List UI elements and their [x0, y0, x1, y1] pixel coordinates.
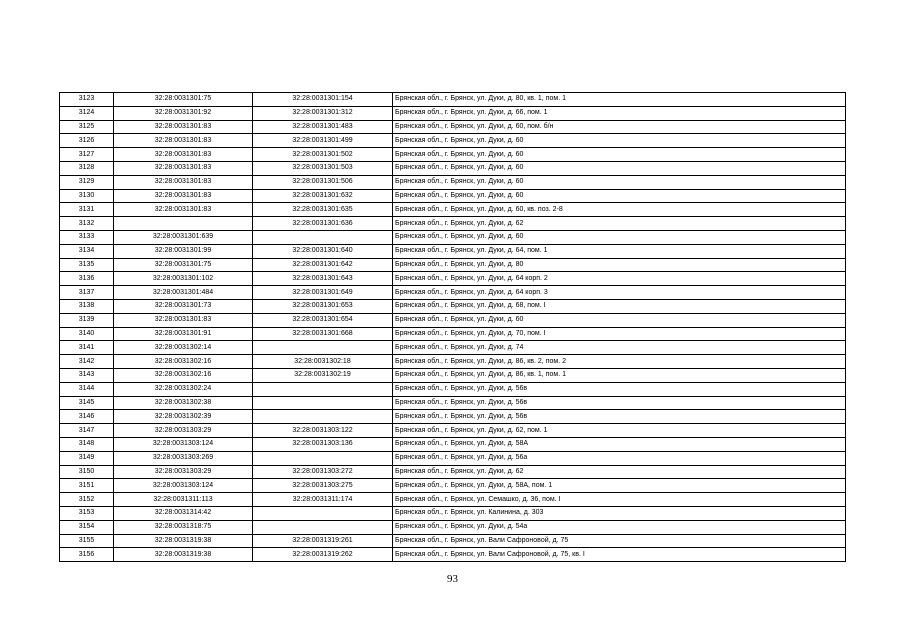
cadastral-number-cell: 32:28:0031319:38 [114, 548, 253, 562]
row-number-cell: 3149 [60, 451, 114, 465]
address-cell: Брянская обл., г. Брянск, ул. Дуки, д. 70, пом. I [393, 327, 846, 341]
premises-cadastral-number-cell [253, 230, 393, 244]
cadastral-number-cell: 32:28:0031301:639 [114, 230, 253, 244]
page-number: 93 [447, 573, 458, 585]
premises-cadastral-number-cell: 32:28:0031302:18 [253, 355, 393, 369]
cadastral-number-cell: 32:28:0031303:124 [114, 437, 253, 451]
cadastral-number-cell: 32:28:0031303:124 [114, 479, 253, 493]
address-cell: Брянская обл., г. Брянск, ул. Вали Сафроновой, д. 75 [393, 534, 846, 548]
address-cell: Брянская обл., г. Брянск, ул. Дуки, д. 64 корп. 3 [393, 286, 846, 300]
cadastral-number-cell: 32:28:0031301:102 [114, 272, 253, 286]
cadastral-number-cell: 32:28:0031301:83 [114, 161, 253, 175]
address-cell: Брянская обл., г. Брянск, ул. Дуки, д. 68, пом. I [393, 299, 846, 313]
cadastral-number-cell: 32:28:0031301:75 [114, 258, 253, 272]
premises-cadastral-number-cell: 32:28:0031301:632 [253, 189, 393, 203]
row-number-cell: 3134 [60, 244, 114, 258]
cadastral-number-cell: 32:28:0031302:38 [114, 396, 253, 410]
table-row [60, 299, 846, 313]
row-number-cell: 3156 [60, 548, 114, 562]
table-row [60, 410, 846, 424]
cadastral-number-cell [114, 217, 253, 231]
address-cell: Брянская обл., г. Брянск, ул. Дуки, д. 56в [393, 382, 846, 396]
row-number-cell: 3153 [60, 506, 114, 520]
cadastral-number-cell: 32:28:0031301:484 [114, 286, 253, 300]
address-cell: Брянская обл., г. Брянск, ул. Семашко, д. 36, пом. I [393, 493, 846, 507]
premises-cadastral-number-cell: 32:28:0031301:483 [253, 120, 393, 134]
row-number-cell: 3145 [60, 396, 114, 410]
table-row [60, 465, 846, 479]
cadastral-number-cell: 32:28:0031302:24 [114, 382, 253, 396]
premises-cadastral-number-cell [253, 520, 393, 534]
table-row [60, 106, 846, 120]
registry-table-body [60, 93, 846, 562]
table-row [60, 217, 846, 231]
address-cell: Брянская обл., г. Брянск, ул. Дуки, д. 80 [393, 258, 846, 272]
table-row [60, 368, 846, 382]
premises-cadastral-number-cell: 32:28:0031301:499 [253, 134, 393, 148]
table-row [60, 506, 846, 520]
row-number-cell: 3128 [60, 161, 114, 175]
address-cell: Брянская обл., г. Брянск, ул. Дуки, д. 56а [393, 451, 846, 465]
premises-cadastral-number-cell: 32:28:0031301:668 [253, 327, 393, 341]
cadastral-number-cell: 32:28:0031301:83 [114, 120, 253, 134]
premises-cadastral-number-cell: 32:28:0031311:174 [253, 493, 393, 507]
row-number-cell: 3150 [60, 465, 114, 479]
row-number-cell: 3151 [60, 479, 114, 493]
premises-cadastral-number-cell [253, 382, 393, 396]
premises-cadastral-number-cell: 32:28:0031301:649 [253, 286, 393, 300]
address-cell: Брянская обл., г. Брянск, ул. Дуки, д. 60 [393, 313, 846, 327]
address-cell: Брянская обл., г. Брянск, ул. Дуки, д. 62, пом. 1 [393, 424, 846, 438]
premises-cadastral-number-cell [253, 396, 393, 410]
address-cell: Брянская обл., г. Брянск, ул. Калинина, д. 303 [393, 506, 846, 520]
table-row [60, 313, 846, 327]
row-number-cell: 3144 [60, 382, 114, 396]
table-row [60, 493, 846, 507]
row-number-cell: 3129 [60, 175, 114, 189]
address-cell: Брянская обл., г. Брянск, ул. Дуки, д. 64, пом. 1 [393, 244, 846, 258]
cadastral-number-cell: 32:28:0031303:29 [114, 424, 253, 438]
table-row [60, 175, 846, 189]
address-cell: Брянская обл., г. Брянск, ул. Дуки, д. 62 [393, 217, 846, 231]
address-cell: Брянская обл., г. Брянск, ул. Дуки, д. 60 [393, 134, 846, 148]
cadastral-number-cell: 32:28:0031301:75 [114, 93, 253, 107]
row-number-cell: 3135 [60, 258, 114, 272]
table-row [60, 230, 846, 244]
cadastral-number-cell: 32:28:0031318:75 [114, 520, 253, 534]
address-cell: Брянская обл., г. Брянск, ул. Дуки, д. 60 [393, 161, 846, 175]
address-cell: Брянская обл., г. Брянск, ул. Дуки, д. 86, кв. 1, пом. 1 [393, 368, 846, 382]
address-cell: Брянская обл., г. Брянск, ул. Дуки, д. 56в [393, 396, 846, 410]
address-cell: Брянская обл., г. Брянск, ул. Дуки, д. 58А, пом. 1 [393, 479, 846, 493]
table-row [60, 382, 846, 396]
row-number-cell: 3138 [60, 299, 114, 313]
address-cell: Брянская обл., г. Брянск, ул. Дуки, д. 62 [393, 465, 846, 479]
premises-cadastral-number-cell: 32:28:0031303:275 [253, 479, 393, 493]
cadastral-number-cell: 32:28:0031301:83 [114, 134, 253, 148]
address-cell: Брянская обл., г. Брянск, ул. Дуки, д. 86, кв. 2, пом. 2 [393, 355, 846, 369]
row-number-cell: 3126 [60, 134, 114, 148]
address-cell: Брянская обл., г. Брянск, ул. Дуки, д. 64 корп. 2 [393, 272, 846, 286]
premises-cadastral-number-cell [253, 410, 393, 424]
table-row [60, 451, 846, 465]
cadastral-number-cell: 32:28:0031301:83 [114, 189, 253, 203]
table-row [60, 396, 846, 410]
row-number-cell: 3154 [60, 520, 114, 534]
table-row [60, 327, 846, 341]
row-number-cell: 3148 [60, 437, 114, 451]
premises-cadastral-number-cell: 32:28:0031303:136 [253, 437, 393, 451]
premises-cadastral-number-cell: 32:28:0031303:272 [253, 465, 393, 479]
table-row [60, 161, 846, 175]
row-number-cell: 3146 [60, 410, 114, 424]
row-number-cell: 3130 [60, 189, 114, 203]
table-row [60, 341, 846, 355]
cadastral-number-cell: 32:28:0031301:99 [114, 244, 253, 258]
address-cell: Брянская обл., г. Брянск, ул. Дуки, д. 74 [393, 341, 846, 355]
table-row [60, 355, 846, 369]
address-cell: Брянская обл., г. Брянск, ул. Вали Сафроновой, д. 75, кв. I [393, 548, 846, 562]
cadastral-number-cell: 32:28:0031302:16 [114, 368, 253, 382]
table-row [60, 148, 846, 162]
address-cell: Брянская обл., г. Брянск, ул. Дуки, д. 60, кв. поз. 2-8 [393, 203, 846, 217]
row-number-cell: 3152 [60, 493, 114, 507]
row-number-cell: 3137 [60, 286, 114, 300]
cadastral-number-cell: 32:28:0031302:16 [114, 355, 253, 369]
cadastral-number-cell: 32:28:0031303:29 [114, 465, 253, 479]
premises-cadastral-number-cell: 32:28:0031319:261 [253, 534, 393, 548]
address-cell: Брянская обл., г. Брянск, ул. Дуки, д. 60 [393, 230, 846, 244]
address-cell: Брянская обл., г. Брянск, ул. Дуки, д. 60 [393, 148, 846, 162]
premises-cadastral-number-cell: 32:28:0031301:506 [253, 175, 393, 189]
row-number-cell: 3136 [60, 272, 114, 286]
registry-table [59, 92, 846, 562]
address-cell: Брянская обл., г. Брянск, ул. Дуки, д. 60 [393, 175, 846, 189]
premises-cadastral-number-cell: 32:28:0031301:654 [253, 313, 393, 327]
cadastral-number-cell: 32:28:0031314:42 [114, 506, 253, 520]
row-number-cell: 3141 [60, 341, 114, 355]
table-row [60, 258, 846, 272]
cadastral-number-cell: 32:28:0031301:83 [114, 148, 253, 162]
address-cell: Брянская обл., г. Брянск, ул. Дуки, д. 66, пом. 1 [393, 106, 846, 120]
cadastral-number-cell: 32:28:0031301:73 [114, 299, 253, 313]
table-row [60, 437, 846, 451]
cadastral-number-cell: 32:28:0031302:14 [114, 341, 253, 355]
address-cell: Брянская обл., г. Брянск, ул. Дуки, д. 54а [393, 520, 846, 534]
premises-cadastral-number-cell [253, 341, 393, 355]
row-number-cell: 3127 [60, 148, 114, 162]
table-row [60, 93, 846, 107]
cadastral-number-cell: 32:28:0031319:38 [114, 534, 253, 548]
row-number-cell: 3139 [60, 313, 114, 327]
row-number-cell: 3124 [60, 106, 114, 120]
table-row [60, 479, 846, 493]
premises-cadastral-number-cell: 32:28:0031301:635 [253, 203, 393, 217]
table-row [60, 189, 846, 203]
address-cell: Брянская обл., г. Брянск, ул. Дуки, д. 56в [393, 410, 846, 424]
table-row [60, 424, 846, 438]
table-row [60, 203, 846, 217]
cadastral-number-cell: 32:28:0031301:92 [114, 106, 253, 120]
table-row [60, 520, 846, 534]
cadastral-number-cell: 32:28:0031303:269 [114, 451, 253, 465]
table-row [60, 134, 846, 148]
row-number-cell: 3155 [60, 534, 114, 548]
cadastral-number-cell: 32:28:0031311:113 [114, 493, 253, 507]
premises-cadastral-number-cell [253, 451, 393, 465]
table-row [60, 244, 846, 258]
premises-cadastral-number-cell: 32:28:0031301:640 [253, 244, 393, 258]
row-number-cell: 3142 [60, 355, 114, 369]
premises-cadastral-number-cell: 32:28:0031301:154 [253, 93, 393, 107]
address-cell: Брянская обл., г. Брянск, ул. Дуки, д. 58А [393, 437, 846, 451]
row-number-cell: 3125 [60, 120, 114, 134]
row-number-cell: 3147 [60, 424, 114, 438]
cadastral-number-cell: 32:28:0031301:91 [114, 327, 253, 341]
premises-cadastral-number-cell: 32:28:0031301:653 [253, 299, 393, 313]
address-cell: Брянская обл., г. Брянск, ул. Дуки, д. 60, пом. б/н [393, 120, 846, 134]
table-row [60, 272, 846, 286]
premises-cadastral-number-cell: 32:28:0031302:19 [253, 368, 393, 382]
row-number-cell: 3131 [60, 203, 114, 217]
premises-cadastral-number-cell: 32:28:0031301:642 [253, 258, 393, 272]
premises-cadastral-number-cell: 32:28:0031301:643 [253, 272, 393, 286]
premises-cadastral-number-cell: 32:28:0031301:636 [253, 217, 393, 231]
premises-cadastral-number-cell: 32:28:0031319:262 [253, 548, 393, 562]
premises-cadastral-number-cell: 32:28:0031301:503 [253, 161, 393, 175]
cadastral-number-cell: 32:28:0031301:83 [114, 313, 253, 327]
premises-cadastral-number-cell: 32:28:0031303:122 [253, 424, 393, 438]
row-number-cell: 3140 [60, 327, 114, 341]
cadastral-number-cell: 32:28:0031301:83 [114, 203, 253, 217]
cadastral-number-cell: 32:28:0031301:83 [114, 175, 253, 189]
address-cell: Брянская обл., г. Брянск, ул. Дуки, д. 80, кв. 1, пом. 1 [393, 93, 846, 107]
row-number-cell: 3123 [60, 93, 114, 107]
premises-cadastral-number-cell: 32:28:0031301:502 [253, 148, 393, 162]
address-cell: Брянская обл., г. Брянск, ул. Дуки, д. 60 [393, 189, 846, 203]
row-number-cell: 3132 [60, 217, 114, 231]
row-number-cell: 3133 [60, 230, 114, 244]
table-row [60, 120, 846, 134]
table-row [60, 286, 846, 300]
premises-cadastral-number-cell [253, 506, 393, 520]
table-row [60, 548, 846, 562]
row-number-cell: 3143 [60, 368, 114, 382]
table-row [60, 534, 846, 548]
premises-cadastral-number-cell: 32:28:0031301:312 [253, 106, 393, 120]
cadastral-number-cell: 32:28:0031302:39 [114, 410, 253, 424]
